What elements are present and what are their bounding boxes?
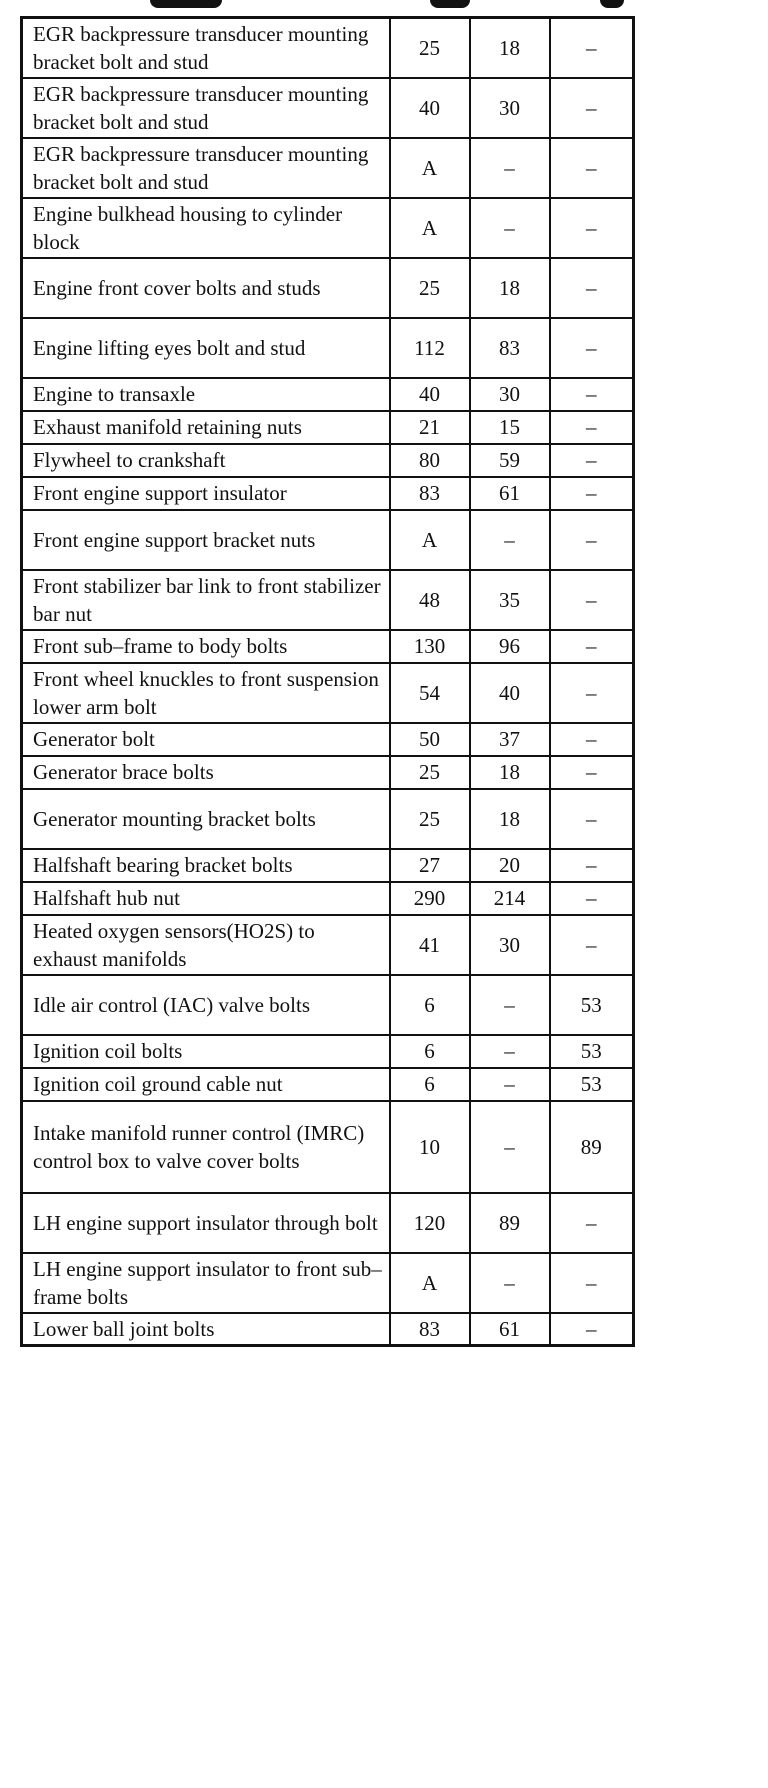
row-description: Exhaust manifold retaining nuts [22, 411, 390, 444]
row-lbin-value: 53 [550, 1068, 634, 1101]
table-row [22, 1035, 634, 1068]
row-lbin-value: – [550, 756, 634, 789]
row-nm-value: 27 [390, 849, 470, 882]
row-lbin-value: – [550, 882, 634, 915]
row-lbft-value: 18 [470, 789, 550, 849]
row-lbin-value: – [550, 723, 634, 756]
row-lbft-value: – [470, 975, 550, 1035]
table-row [22, 975, 634, 1035]
row-lbft-value: 20 [470, 849, 550, 882]
cropped-header-remnant [0, 0, 768, 16]
table-row [22, 915, 634, 975]
row-nm-value: 40 [390, 378, 470, 411]
row-nm-value: 25 [390, 756, 470, 789]
row-nm-value: 290 [390, 882, 470, 915]
row-description: Engine bulkhead housing to cylinder block [22, 198, 390, 258]
row-lbft-value: – [470, 1068, 550, 1101]
table-row [22, 444, 634, 477]
row-description: Engine front cover bolts and studs [22, 258, 390, 318]
row-description: EGR backpressure transducer mounting bracket bolt and stud [22, 18, 390, 78]
row-lbft-value: 61 [470, 477, 550, 510]
row-nm-value: 120 [390, 1193, 470, 1253]
row-lbin-value: – [550, 663, 634, 723]
row-lbft-value: 18 [470, 258, 550, 318]
row-description: Flywheel to crankshaft [22, 444, 390, 477]
row-nm-value: 40 [390, 78, 470, 138]
row-nm-value: 21 [390, 411, 470, 444]
row-nm-value: 50 [390, 723, 470, 756]
table-row [22, 510, 634, 570]
row-lbin-value: – [550, 477, 634, 510]
row-lbin-value: – [550, 1193, 634, 1253]
row-lbin-value: – [550, 18, 634, 78]
row-description: EGR backpressure transducer mounting bracket bolt and stud [22, 78, 390, 138]
row-lbft-value: 35 [470, 570, 550, 630]
row-lbft-value: – [470, 138, 550, 198]
row-lbin-value: – [550, 78, 634, 138]
row-lbft-value: 59 [470, 444, 550, 477]
row-description: Ignition coil bolts [22, 1035, 390, 1068]
row-lbft-value: 18 [470, 756, 550, 789]
row-lbin-value: – [550, 570, 634, 630]
row-description: Generator brace bolts [22, 756, 390, 789]
row-lbin-value: 53 [550, 975, 634, 1035]
table-row [22, 663, 634, 723]
row-description: Generator mounting bracket bolts [22, 789, 390, 849]
row-lbin-value: – [550, 915, 634, 975]
row-nm-value: A [390, 1253, 470, 1313]
row-description: LH engine support insulator through bolt [22, 1193, 390, 1253]
row-nm-value: A [390, 198, 470, 258]
table-row [22, 1193, 634, 1253]
row-description: LH engine support insulator to front sub–frame bolts [22, 1253, 390, 1313]
row-lbft-value: 18 [470, 18, 550, 78]
row-description: Halfshaft bearing bracket bolts [22, 849, 390, 882]
row-lbin-value: – [550, 630, 634, 663]
row-lbft-value: 30 [470, 378, 550, 411]
table-row [22, 378, 634, 411]
row-lbft-value: 37 [470, 723, 550, 756]
row-description: Front sub–frame to body bolts [22, 630, 390, 663]
row-nm-value: 6 [390, 1035, 470, 1068]
row-lbft-value: 96 [470, 630, 550, 663]
table-row [22, 138, 634, 198]
table-row [22, 1101, 634, 1193]
row-description: Front stabilizer bar link to front stabilizer bar nut [22, 570, 390, 630]
row-lbft-value: – [470, 510, 550, 570]
row-nm-value: A [390, 510, 470, 570]
table-row [22, 258, 634, 318]
table-row [22, 411, 634, 444]
row-lbin-value: – [550, 1253, 634, 1313]
row-description: EGR backpressure transducer mounting bracket bolt and stud [22, 138, 390, 198]
row-description: Ignition coil ground cable nut [22, 1068, 390, 1101]
row-nm-value: 54 [390, 663, 470, 723]
row-nm-value: 48 [390, 570, 470, 630]
row-lbft-value: 89 [470, 1193, 550, 1253]
row-description: Front wheel knuckles to front suspension lower arm bolt [22, 663, 390, 723]
table-row [22, 18, 634, 78]
table-row [22, 198, 634, 258]
table-row [22, 570, 634, 630]
row-description: Idle air control (IAC) valve bolts [22, 975, 390, 1035]
row-nm-value: 6 [390, 975, 470, 1035]
row-lbin-value: – [550, 318, 634, 378]
row-lbft-value: 61 [470, 1313, 550, 1346]
row-lbft-value: – [470, 198, 550, 258]
row-lbin-value: – [550, 198, 634, 258]
row-nm-value: 130 [390, 630, 470, 663]
row-description: Lower ball joint bolts [22, 1313, 390, 1346]
table-row [22, 882, 634, 915]
table-row [22, 630, 634, 663]
row-description: Engine to transaxle [22, 378, 390, 411]
row-lbft-value: – [470, 1035, 550, 1068]
table-row [22, 318, 634, 378]
row-lbin-value: – [550, 1313, 634, 1346]
row-description: Heated oxygen sensors(HO2S) to exhaust manifolds [22, 915, 390, 975]
row-nm-value: 10 [390, 1101, 470, 1193]
row-nm-value: 83 [390, 1313, 470, 1346]
row-lbft-value: – [470, 1101, 550, 1193]
row-lbin-value: – [550, 510, 634, 570]
row-nm-value: 25 [390, 18, 470, 78]
row-nm-value: 41 [390, 915, 470, 975]
table-row [22, 477, 634, 510]
row-lbft-value: 15 [470, 411, 550, 444]
row-lbin-value: 53 [550, 1035, 634, 1068]
row-lbft-value: – [470, 1253, 550, 1313]
table-row [22, 789, 634, 849]
row-lbin-value: 89 [550, 1101, 634, 1193]
table-row [22, 78, 634, 138]
row-description: Halfshaft hub nut [22, 882, 390, 915]
table-row [22, 756, 634, 789]
row-nm-value: 112 [390, 318, 470, 378]
row-description: Generator bolt [22, 723, 390, 756]
row-lbin-value: – [550, 138, 634, 198]
row-lbft-value: 30 [470, 915, 550, 975]
table-row [22, 1313, 634, 1346]
row-nm-value: A [390, 138, 470, 198]
row-lbin-value: – [550, 258, 634, 318]
row-nm-value: 80 [390, 444, 470, 477]
row-description: Engine lifting eyes bolt and stud [22, 318, 390, 378]
row-lbft-value: 30 [470, 78, 550, 138]
row-lbft-value: 40 [470, 663, 550, 723]
table-row [22, 1253, 634, 1313]
table-row [22, 723, 634, 756]
row-nm-value: 6 [390, 1068, 470, 1101]
row-lbft-value: 214 [470, 882, 550, 915]
table-row [22, 1068, 634, 1101]
row-description: Front engine support insulator [22, 477, 390, 510]
row-lbin-value: – [550, 444, 634, 477]
row-lbin-value: – [550, 411, 634, 444]
row-lbin-value: – [550, 378, 634, 411]
torque-spec-table [20, 16, 635, 1347]
row-description: Intake manifold runner control (IMRC) control box to valve cover bolts [22, 1101, 390, 1193]
row-nm-value: 25 [390, 258, 470, 318]
row-lbft-value: 83 [470, 318, 550, 378]
row-lbin-value: – [550, 789, 634, 849]
row-nm-value: 83 [390, 477, 470, 510]
table-row [22, 849, 634, 882]
row-description: Front engine support bracket nuts [22, 510, 390, 570]
row-nm-value: 25 [390, 789, 470, 849]
row-lbin-value: – [550, 849, 634, 882]
